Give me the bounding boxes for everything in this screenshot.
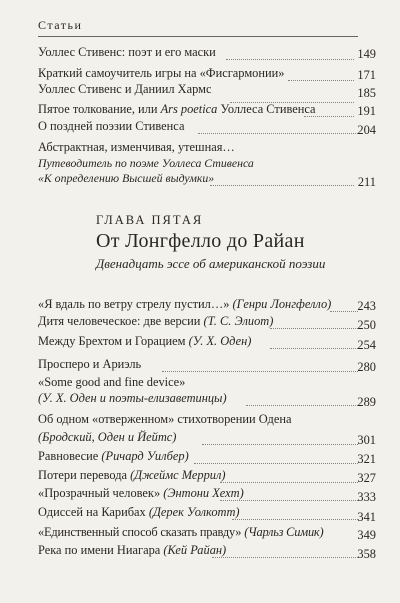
leader-dots bbox=[212, 557, 358, 558]
entry-author: (У. Х. Оден и поэты-елизаветинцы) bbox=[38, 391, 227, 405]
entry-author: (Джеймс Меррил) bbox=[130, 468, 226, 482]
entry-title: Об одном «отверженном» стихотворении Одена bbox=[38, 412, 292, 426]
leader-dots bbox=[162, 371, 358, 372]
entry-author: (Чарльз Симик) bbox=[244, 525, 324, 539]
entry-author: (У. Х. Оден) bbox=[188, 334, 252, 348]
page-number: 250 bbox=[357, 318, 376, 332]
section-rule bbox=[38, 36, 358, 37]
page-number: 358 bbox=[357, 547, 376, 561]
entry-title: Краткий самоучитель игры на «Фисгармонии» bbox=[38, 66, 285, 80]
entry-text: «Я вдаль по ветру стрелу пустил…» bbox=[38, 297, 233, 311]
entry-text: Река по имени Ниагара bbox=[38, 543, 164, 557]
leader-dots bbox=[232, 519, 358, 520]
entry-title bbox=[38, 102, 316, 117]
page-number: 327 bbox=[357, 471, 376, 485]
section-label: Статьи bbox=[38, 18, 83, 32]
entry-title bbox=[38, 449, 189, 464]
leader-dots bbox=[270, 328, 358, 329]
chapter-label: ГЛАВА ПЯТАЯ bbox=[96, 213, 204, 227]
leader-dots bbox=[226, 59, 354, 60]
leader-dots bbox=[330, 311, 358, 312]
entry-title bbox=[38, 543, 226, 558]
leader-dots bbox=[198, 133, 358, 134]
leader-dots bbox=[194, 463, 358, 464]
entry-author: (Т. С. Элиот) bbox=[203, 314, 274, 328]
entry-text: Между Брехтом и Горацием bbox=[38, 334, 189, 348]
leader-dots bbox=[304, 116, 354, 117]
page-number: 211 bbox=[357, 175, 376, 189]
entry-title bbox=[38, 486, 244, 501]
entry-author: (Ричард Уилбер) bbox=[101, 449, 189, 463]
page-number: 280 bbox=[357, 360, 376, 374]
entry-subline: «К определению Высшей выдумки» bbox=[38, 171, 215, 185]
chapter-subtitle: Двенадцать эссе об американской поэзии bbox=[96, 256, 326, 271]
page-number: 289 bbox=[357, 395, 376, 409]
leader-dots bbox=[202, 444, 358, 445]
page-number: 185 bbox=[357, 86, 376, 100]
entry-title bbox=[38, 334, 251, 349]
page-number: 321 bbox=[357, 452, 376, 466]
entry-line: Абстрактная, изменчивая, утешная… bbox=[38, 140, 235, 154]
entry-title: Уоллес Стивенс: поэт и его маски bbox=[38, 45, 216, 59]
entry-text: «Прозрачный человек» bbox=[38, 486, 164, 500]
entry-subline: Путеводитель по поэме Уоллеса Стивенса bbox=[38, 156, 254, 170]
entry-title bbox=[38, 505, 240, 520]
leader-dots bbox=[270, 348, 358, 349]
entry-title-italic: Ars poetica bbox=[160, 102, 218, 116]
entry-title bbox=[38, 357, 141, 372]
leader-dots bbox=[288, 80, 354, 81]
entry-author: (Генри Лонгфелло) bbox=[232, 297, 332, 311]
entry-title: О поздней поэзии Стивенса bbox=[38, 119, 185, 133]
entry-author: (Энтони Хехт) bbox=[163, 486, 244, 500]
page-number: 301 bbox=[357, 433, 376, 447]
entry-author: (Бродский, Оден и Йейтс) bbox=[38, 430, 177, 444]
entry-text: «Единственный способ сказать правду» bbox=[38, 525, 245, 539]
entry-text: Равновесие bbox=[38, 449, 102, 463]
entry-text: Просперо и Ариэль bbox=[38, 357, 142, 371]
page-number: 191 bbox=[357, 104, 376, 118]
page-number: 349 bbox=[357, 528, 376, 542]
leader-dots bbox=[220, 482, 358, 483]
entry-text: Потери перевода bbox=[38, 468, 131, 482]
page-number: 149 bbox=[357, 47, 376, 61]
leader-dots bbox=[246, 405, 358, 406]
entry-text: Одиссей на Карибах bbox=[38, 505, 149, 519]
page-number: 243 bbox=[357, 299, 376, 313]
entry-title: Уоллес Стивенс и Даниил Хармс bbox=[38, 82, 212, 96]
page-number: 333 bbox=[357, 490, 376, 504]
chapter-title: От Лонгфелло до Райан bbox=[96, 230, 305, 252]
entry-title-part: Пятое толкование, или bbox=[38, 102, 161, 116]
entry-author: (Дерек Уолкотт) bbox=[148, 505, 240, 519]
page-number: 341 bbox=[357, 510, 376, 524]
leader-dots bbox=[210, 185, 354, 186]
entry-title bbox=[38, 297, 331, 312]
entry-title bbox=[38, 525, 323, 540]
entry-title bbox=[38, 468, 226, 483]
page-number: 204 bbox=[357, 123, 376, 137]
entry-title-part: Уоллеса Стивенса bbox=[217, 102, 316, 116]
leader-dots bbox=[220, 500, 358, 501]
entry-title bbox=[38, 314, 273, 329]
entry-text: Дитя человеческое: две версии bbox=[38, 314, 204, 328]
page-number: 171 bbox=[357, 68, 376, 82]
page-number: 254 bbox=[357, 338, 376, 352]
entry-title: «Some good and fine device» bbox=[38, 375, 186, 389]
entry-author: (Кей Райан) bbox=[163, 543, 227, 557]
